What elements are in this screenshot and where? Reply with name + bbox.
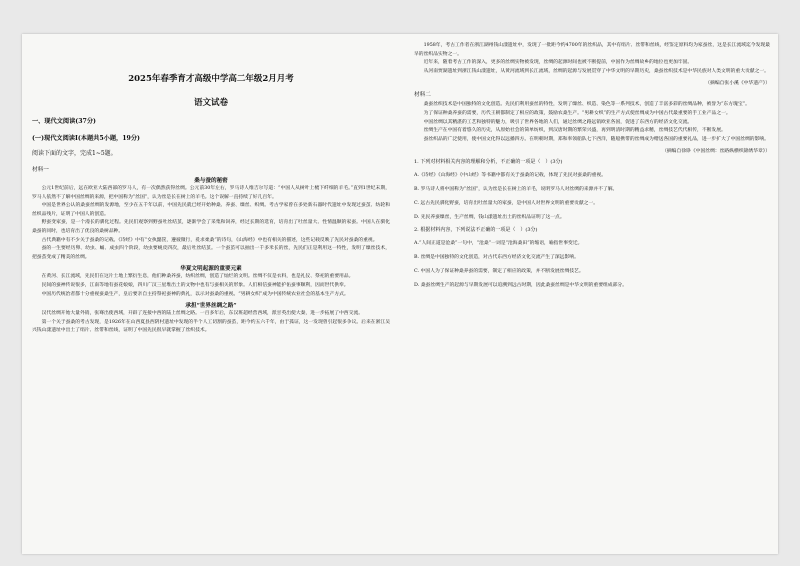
article-heading: 桑与蚕的秘密 xyxy=(194,178,228,184)
paragraph: 公元1世纪前后，远在欧亚大陆西部的罗马人，有一次偶然获得丝绸。公元前30年左右，罗马诗人维吉尔写道：“中国人从树叶上梳下纤细的羊毛。”直到1世纪末期，罗马人依然不了解中国丝绸的来源，把中国称为“丝国”，认为丝是长在树上的羊毛。这个误解一直持续了好几百年。 xyxy=(32,186,390,200)
subsection-heading: (一)现代文阅读Ⅰ(本题共5小题，19分) xyxy=(32,135,140,142)
paragraph: 中国丝绸以其精湛的工艺和独特的魅力，吸引了世界各地的人们，通过丝绸之路远销欧亚各国，促进了东西方的经济文化交流。 xyxy=(423,119,693,125)
question-2-option-d: D. 桑蚕丝绸生产的起源与早期发展可以追溯到远古时期，因此桑蚕丝绸是中华文明的重要组成部分。 xyxy=(414,283,627,289)
question-1-option-b: B. 罗马诗人将中国称为“丝国”，认为丝是长在树上的羊毛，说明罗马人对丝绸的来源并不了解。 xyxy=(414,187,618,193)
paragraph: 中国历代统治者都十分重视蚕桑生产，皇后要亲自主持祭祀蚕神的典礼，以示对蚕桑的重视。“男耕女织”成为中国传统农业社会的基本生产方式。 xyxy=(41,291,349,297)
question-2-option-c: C. 中国人为了保证种桑养蚕的需要，制定了相应的政策，并不断发展丝绸技艺。 xyxy=(414,269,584,275)
paragraph: 近年来，随着考古工作的深入，更多的丝绸实物被发现，丝绸的起源时间也被不断提前，中国作为丝绸故乡的地位也更加牢固。 xyxy=(423,60,693,66)
question-2-option-a: A.“人间正道是沧桑”一句中，“沧桑”一词是“沧海桑田”的缩语，喻指世事变迁。 xyxy=(414,241,583,247)
right-column xyxy=(414,42,770,548)
question-1: 1. 下列对材料相关内容的理解和分析，不正确的一项是（ ）(3分) xyxy=(414,159,563,166)
question-2-option-b: B. 丝绸是中国独特的文化创造，对古代东西方经济文化交流产生了深远影响。 xyxy=(414,255,579,261)
question-1-option-c: C. 远古先民驯化野蚕，培育出吐丝量大的家蚕，是中国人对世界文明的重要贡献之一。 xyxy=(414,201,599,207)
paragraph: 蚕丝织品的广泛使用，使中国文化得以远播四方。在明朝时期，郑和率领船队七下西洋，随船携带的丝绸成为赠送各国的重要礼品，进一步扩大了中国丝绸的影响。 xyxy=(423,136,769,142)
paragraph: 丝绸生产在中国有着悠久的历史，从原始社会的简单纺织，到汉唐时期的繁荣兴盛，再到明清时期的精益求精，丝绸技艺代代相传，不断发展。 xyxy=(423,128,726,134)
paragraph: 桑蚕丝织技术是中国独特的文化创造。先民们利用蚕丝的特性，发明了缫丝、织造、染色等一系列技术，创造了丰富多彩的丝绸品种，被誉为“东方瑰宝”。 xyxy=(423,102,750,108)
reading-instruction: 阅读下面的文字，完成1~5题。 xyxy=(32,150,117,157)
material-label: 材料二 xyxy=(414,92,431,99)
left-column xyxy=(32,42,390,548)
source-citation: （摘编自徐铮《中国丝绸：丝路纵横织锦绣华章》） xyxy=(662,149,770,155)
exam-title: 2025年春季育才高级中学高二年级2月月考 xyxy=(128,74,294,84)
article-heading: 承担“世界丝绸之路” xyxy=(185,303,237,310)
paragraph: 汉代丝绸开始大量外销，张骞出使西域，开辟了连接中西的陆上丝绸之路。一百多年后，东汉班超经营西域，派甘英出使大秦，进一步拓展了中西交流。 xyxy=(41,311,363,317)
paper-title: 语文试卷 xyxy=(193,98,228,108)
material-label: 材料一 xyxy=(32,167,49,173)
paragraph: 中国是世界公认的桑蚕丝绸的发源地，至少在五千年以前，中国先民就已经开始种桑、养蚕、缫丝、织绸。考古学家曾在多处新石器时代遗址中发现过蚕茧、纺轮和丝织品残片，证明了中国人的创造。 xyxy=(32,203,390,217)
article-heading: 华夏文明起源的重要元素 xyxy=(180,266,242,273)
exam-sheet xyxy=(22,34,778,554)
question-1-option-d: D. 先民养蚕缫丝，生产丝绸，钱山漾遗址出土的丝织品证明了这一点。 xyxy=(414,215,565,221)
paragraph: 为了保证种桑养蚕的需要，历代王朝都制定了相应的政策，鼓励农桑生产。“男耕女织”的生产方式使丝绸成为中国古代最重要的手工业产品之一。 xyxy=(423,110,731,116)
question-1-option-a: A.《诗经》《山海经》《中山经》等书籍中都有关于蚕桑的记载，体现了先民对蚕桑的重视。 xyxy=(414,173,607,179)
source-citation: （摘编自张小溪《中华遗产》） xyxy=(705,81,770,87)
paragraph: 1958年，考古工作者在浙江湖州钱山漾遗址中，发现了一批距今约4700年的丝织品，其中有绢片、丝带和丝线，经鉴定原料均为家蚕丝，这是长江流域迄今发现最早的丝织品实物之一。 xyxy=(414,43,770,57)
paragraph: 在黄河、长江流域，先民们在这片土地上繁衍生息，他们种桑养蚕，纺织丝绸，创造了灿烂的文明。丝绸不仅是衣料，也是礼仪、祭祀的重要用品。 xyxy=(41,274,354,280)
paragraph: 蚕的一生要经历卵、幼虫、蛹、成虫四个阶段，幼虫要蜕皮四次，最后吐丝结茧。一个蚕茧可以抽出一千多米长的丝，先民们正是利用这一特性，发明了缫丝技术，把蚕茧变成了精美的丝绸。 xyxy=(32,246,390,260)
paragraph: 野蚕变家蚕，是一个漫长的驯化过程。先民们观察到野蚕吐丝结茧，逐渐学会了采集和饲养，经过长期的选育，培育出了吐丝量大、性情温顺的家蚕。中国人在驯化桑蚕的同时，也培育出了优良的桑树品种。 xyxy=(32,220,390,234)
section-heading: 一、现代文阅读(37分) xyxy=(32,118,96,125)
paragraph: 第一个关于蚕桑的考古发现，是1926年在山西夏县西阴村遗址中发现的半个人工切割的蚕茧，距今约五六千年，由于孤证，这一发现曾引起很多争议。后来在浙江吴兴钱山漾遗址中出土了绢片、丝带和丝线，证明了中国先民很早就掌握了丝织技术。 xyxy=(32,319,390,334)
paragraph: 民间的蚕神传说很多，江南等地有蚕花娘娘，四川广汉三星堆出土的文物中也有与蚕相关的形象。人们相信蚕神能护佑蚕事顺利，因而世代供奉。 xyxy=(41,282,349,288)
paragraph: 从河南贾湖遗址到浙江钱山漾遗址，从黄河流域到长江流域，丝绸的起源与发展贯穿了中华文明的早期历史，桑蚕丝织技术是中华民族对人类文明的重大贡献之一。 xyxy=(423,68,769,74)
paragraph: 古代典籍中有不少关于蚕桑的记载。《诗经》中有“女执懿筐，遵彼微行，爰求柔桑”的诗句，《山海经》中也有相关的描述，这些记载反映了先民对蚕桑的重视。 xyxy=(41,237,378,243)
question-2: 2. 根据材料内容，下列说法不正确的一项是（ ）(3分) xyxy=(414,227,538,234)
